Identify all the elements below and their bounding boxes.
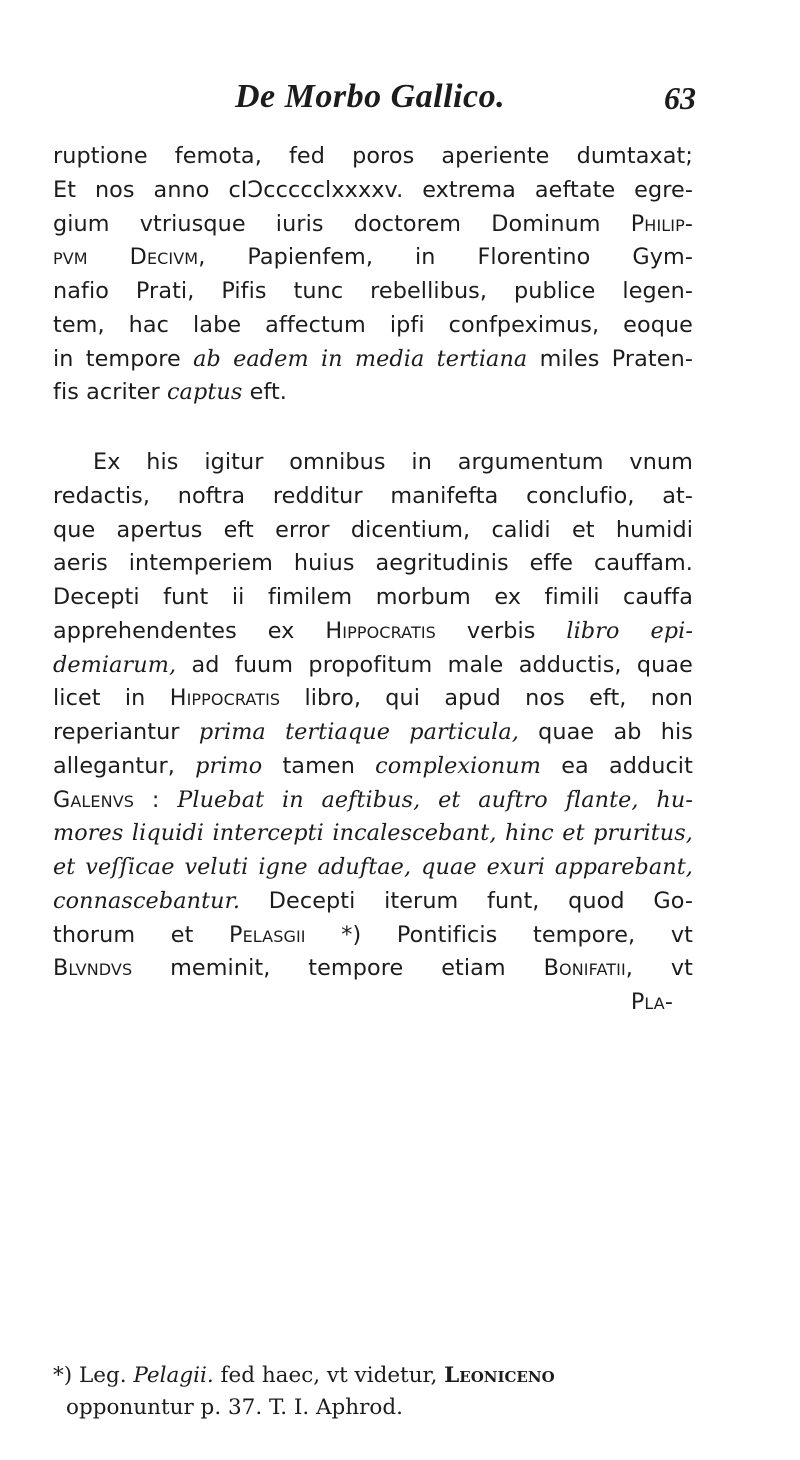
text-line: Decepti funt ii fimilem morbum ex fimili cauffa (53, 584, 693, 610)
text-line: que apertus eft error dicentium, calidi et humidi (53, 516, 693, 543)
text-line: Galenvs : Pluebat in aeftibus, et auftro flante, hu- (53, 786, 693, 813)
page-header (0, 78, 800, 128)
catchword: Pla- (630, 989, 673, 1015)
text-line: thorum et Pelasgii *) Pontificis tempore, vt (53, 921, 693, 948)
text-line: ruptione femota, fed poros aperiente dumtaxat; (53, 143, 693, 169)
text-line: gium vtriusque iuris doctorem Dominum Philip- (53, 210, 693, 237)
text-line: et veſſicae veluti igne aduftae, quae exuri apparebant, (53, 854, 693, 880)
main-text (53, 140, 693, 1020)
text-line: aeris intemperiem huius aegritudinis effe cauffam. (53, 550, 693, 577)
running-title: De Morbo Gallico. (235, 78, 506, 115)
text-line: demiarum, ad fuum propofitum male adductis, quae (53, 651, 693, 678)
footnote-line: *) Leg. Pelagii. fed haec, vt videtur, Leoniceno (53, 1363, 555, 1388)
text-line: fis acriter captus eft. (53, 379, 287, 406)
paragraph-gap (53, 410, 693, 446)
footnote (53, 1360, 693, 1424)
page-number: 63 (664, 80, 696, 116)
text-line: nafio Prati, Pifis tunc rebellibus, publice legen- (53, 278, 693, 304)
text-line: licet in Hippocratis libro, qui apud nos eft, non (53, 685, 693, 712)
text-line: in tempore ab eadem in media tertiana miles Praten- (53, 345, 693, 372)
text-line: mores liquidi intercepti incalescebant, hinc et pruritus, (53, 820, 693, 847)
text-line: Blvndvs meminit, tempore etiam Bonifatii, vt (53, 955, 693, 982)
text-line: apprehendentes ex Hippocratis verbis libro epi- (53, 617, 693, 644)
text-line: pvm Decivm, Papienfem, in Florentino Gym- (53, 244, 693, 271)
text-line: tem, hac labe affectum ipfi confpeximus, eoque (53, 311, 693, 338)
text-line: Et nos anno cIↃccccclxxxxv. extrema aeftate egre- (53, 176, 693, 203)
footnote-line: opponuntur p. 37. T. I. Aphrod. (66, 1395, 403, 1420)
text-line: reperiantur prima tertiaque particula, quae ab his (53, 719, 693, 745)
text-line: Ex his igitur omnibus in argumentum vnum (93, 449, 693, 475)
text-line: connascebantur. Decepti iterum funt, quod Go- (53, 887, 693, 914)
text-line: allegantur, primo tamen complexionum ea adducit (53, 752, 693, 779)
text-line: redactis, noftra redditur manifefta conclufio, at- (53, 482, 693, 509)
